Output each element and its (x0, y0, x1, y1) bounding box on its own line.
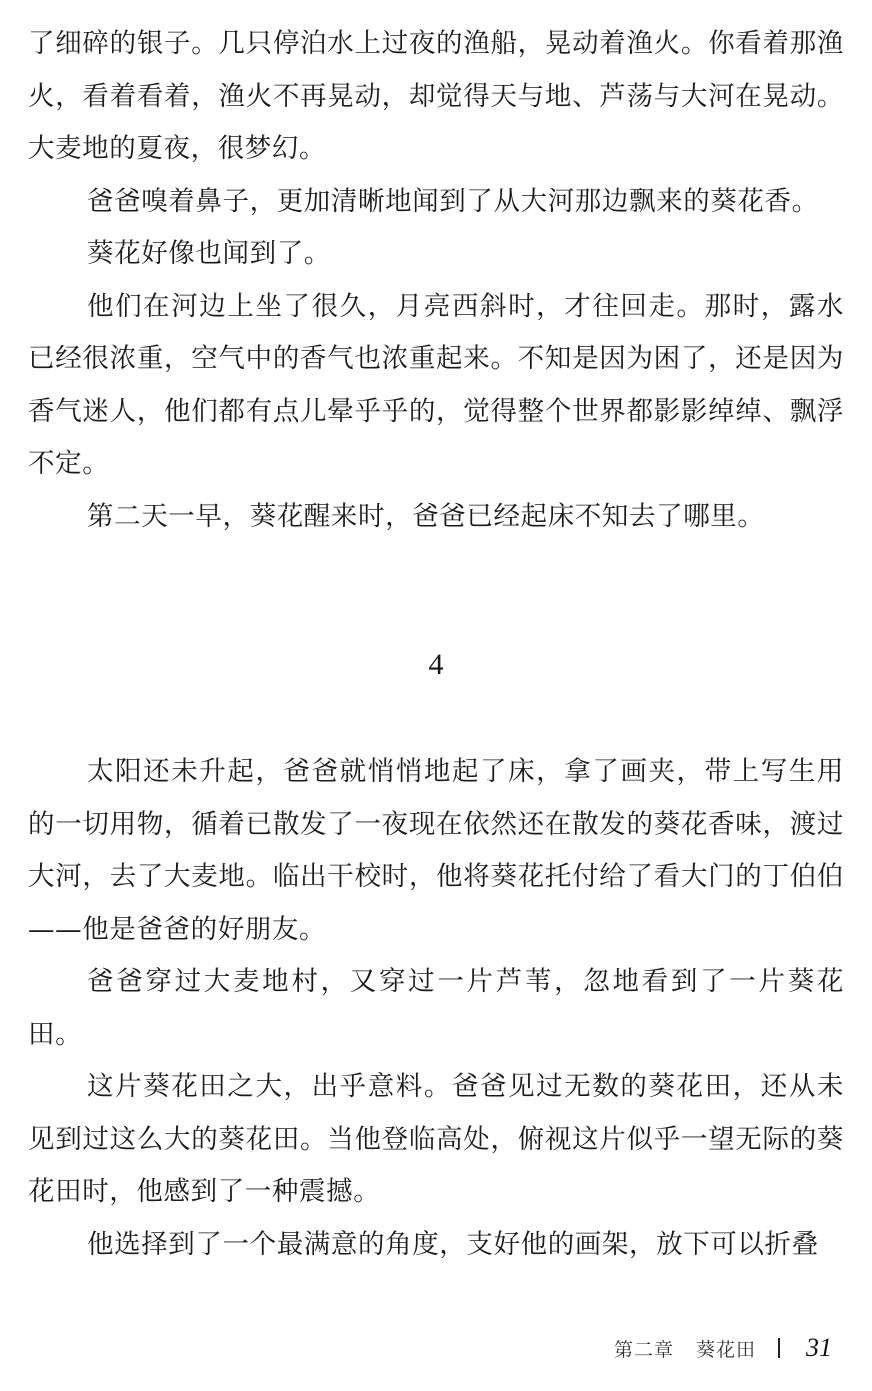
chapter-title: 葵花田 (695, 1338, 756, 1361)
paragraph: 太阳还未升起，爸爸就悄悄地起了床，拿了画夹，带上写生用的一切用物，循着已散发了一夜现在依然还在散发的葵花香味，渡过大河，去了大麦地。临出干校时，他将葵花托付给了看大门的丁伯伯——他是爸爸的好朋友。 (28, 756, 844, 945)
paragraph: 葵花好像也闻到了。 (87, 238, 331, 269)
paragraph: 这片葵花田之大，出乎意料。爸爸见过无数的葵花田，还从未见到过这么大的葵花田。当他登临高处，俯视这片似乎一望无际的葵花田时，他感到了一种震撼。 (28, 1071, 844, 1207)
page-footer (614, 1333, 832, 1363)
paragraph: 第二天一早，葵花醒来时，爸爸已经起床不知去了哪里。 (87, 500, 765, 532)
paragraph: 他选择到了一个最满意的角度，支好他的画架，放下可以折叠 (87, 1228, 819, 1260)
page-number: 31 (806, 1333, 832, 1362)
footer-divider (778, 1338, 780, 1358)
chapter-label: 第二章 (613, 1338, 674, 1361)
paragraph: 他们在河边上坐了很久，月亮西斜时，才往回走。那时，露水已经很浓重，空气中的香气也浓重起来。不知是因为困了，还是因为香气迷人，他们都有点儿晕乎乎的，觉得整个世界都影影绰绰、飘浮不定。 (28, 290, 844, 479)
paragraph: 了细碎的银子。几只停泊水上过夜的渔船，晃动着渔火。你看着那渔火，看着看着，渔火不再晃动，却觉得天与地、芦荡与大河在晃动。大麦地的夏夜，很梦幻。 (28, 28, 844, 164)
paragraph: 爸爸穿过大麦地村，又穿过一片芦苇，忽地看到了一片葵花田。 (28, 966, 844, 1050)
section-text-block (28, 746, 844, 1271)
top-text-block (28, 18, 844, 543)
section-number: 4 (428, 648, 444, 681)
paragraph: 爸爸嗅着鼻子，更加清晰地闻到了从大河那边飘来的葵花香。 (87, 185, 819, 217)
